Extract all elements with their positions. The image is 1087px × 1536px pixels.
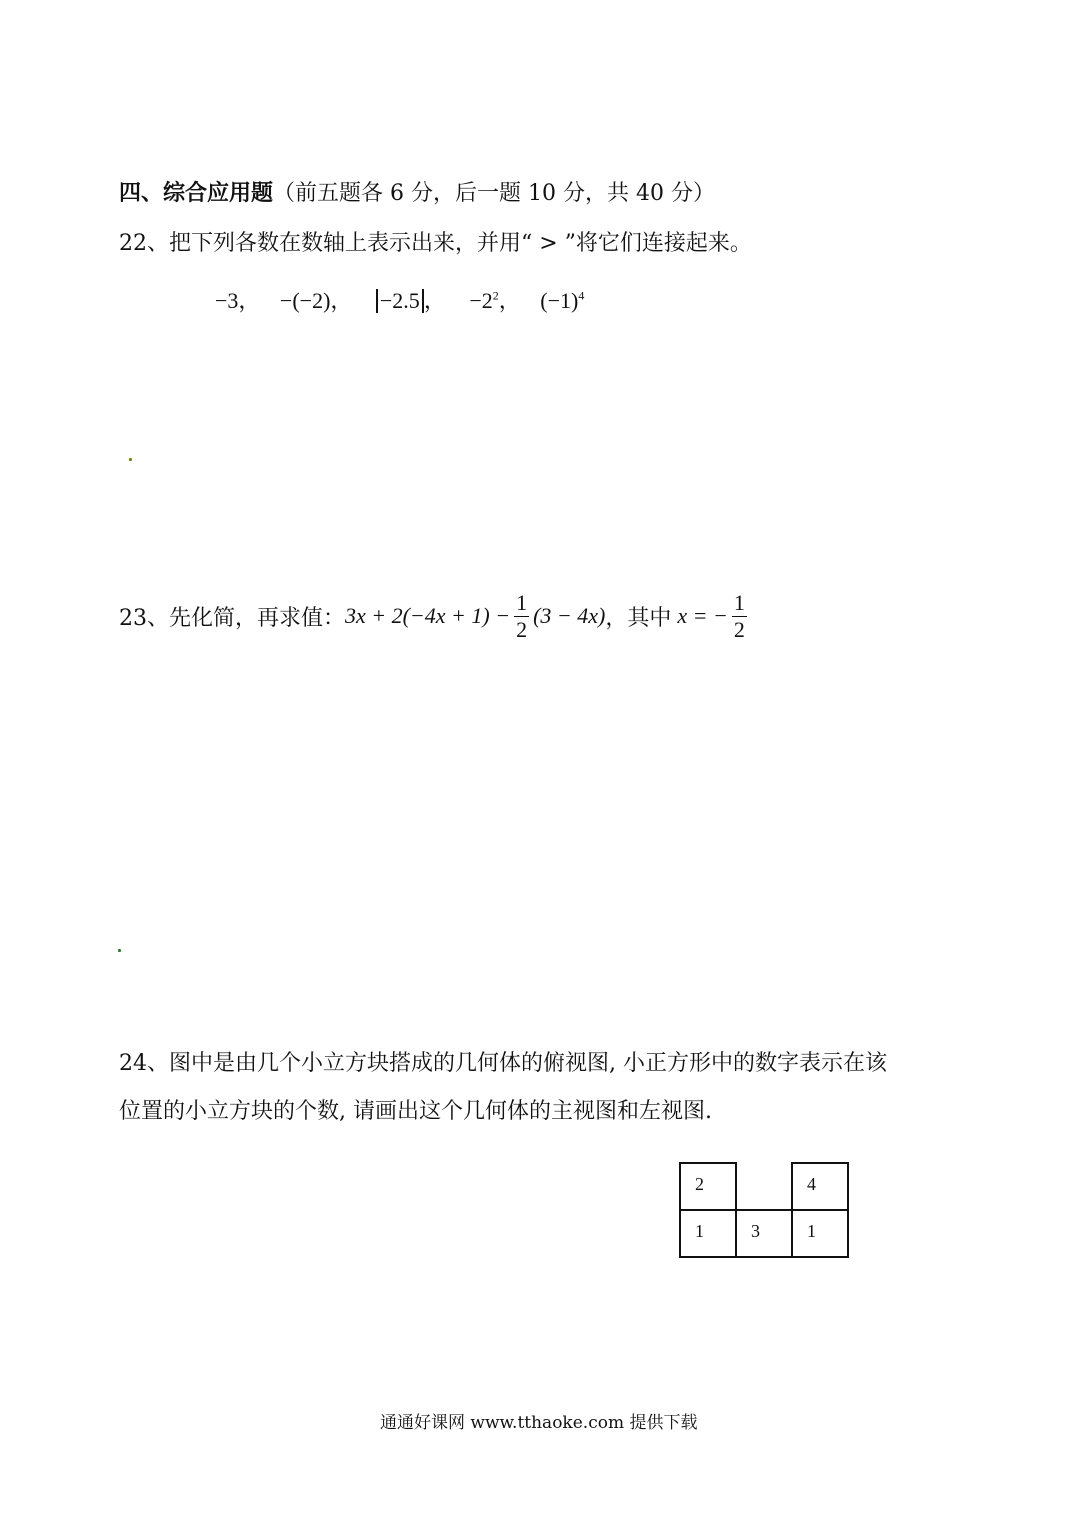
expression-part-a: 3x + 2(−4x + 1) − [345, 603, 511, 628]
number-4: −2 [469, 288, 493, 313]
grid-cell: 4 [792, 1163, 848, 1210]
question-22-numbers [215, 284, 584, 315]
number-5: (−1) [540, 288, 579, 313]
x-fraction [732, 590, 747, 643]
x-equals: x = − [677, 603, 728, 628]
grid-cell: 1 [792, 1210, 848, 1257]
fraction-numerator: 1 [516, 589, 528, 615]
question-22-text: 22、把下列各数在数轴上表示出来，并用“ > ”将它们连接起来。 [119, 231, 752, 256]
question-23-mid: ，其中 [605, 605, 672, 631]
grid-row-bottom [680, 1210, 848, 1257]
grid-cell-empty [736, 1163, 792, 1210]
fraction-half [514, 590, 529, 643]
question-24-line-1: 24、图中是由几个小立方块搭成的几何体的俯视图, 小正方形中的数字表示在该 [119, 1051, 887, 1076]
number-4-sep: ， [498, 288, 521, 313]
fraction-denominator: 2 [516, 616, 528, 642]
x-fraction-numerator: 1 [733, 589, 745, 615]
number-5-exponent: 4 [578, 288, 585, 303]
question-23 [119, 586, 751, 646]
expression-part-b: (3 − 4x) [533, 603, 606, 628]
section-title [119, 176, 715, 207]
question-24-line-2: 位置的小立方块的个数, 请画出这个几何体的主视图和左视图. [119, 1099, 712, 1124]
footer-text: 通通好课网 www.tthaoke.com 提供下载 [380, 1413, 698, 1433]
question-23-prefix: 23、先化简，再求值： [119, 605, 345, 631]
number-1: −3， [215, 288, 261, 313]
number-3-abs: −2.5 [376, 289, 424, 313]
grid-row-top [680, 1163, 848, 1210]
number-4-exponent: 2 [492, 288, 499, 303]
x-fraction-denominator: 2 [733, 616, 745, 642]
top-view-grid [679, 1162, 849, 1258]
number-2: −(−2)， [279, 288, 353, 313]
scan-dot-2 [118, 949, 121, 952]
grid-cell: 2 [680, 1163, 736, 1210]
number-3-sep: ， [423, 288, 446, 313]
grid-cell: 3 [736, 1210, 792, 1257]
grid-cell: 1 [680, 1210, 736, 1257]
section-title-note: （前五题各 6 分，后一题 10 分，共 40 分） [273, 181, 715, 206]
scan-dot [129, 458, 132, 461]
section-title-text: 四、综合应用题 [119, 181, 274, 206]
